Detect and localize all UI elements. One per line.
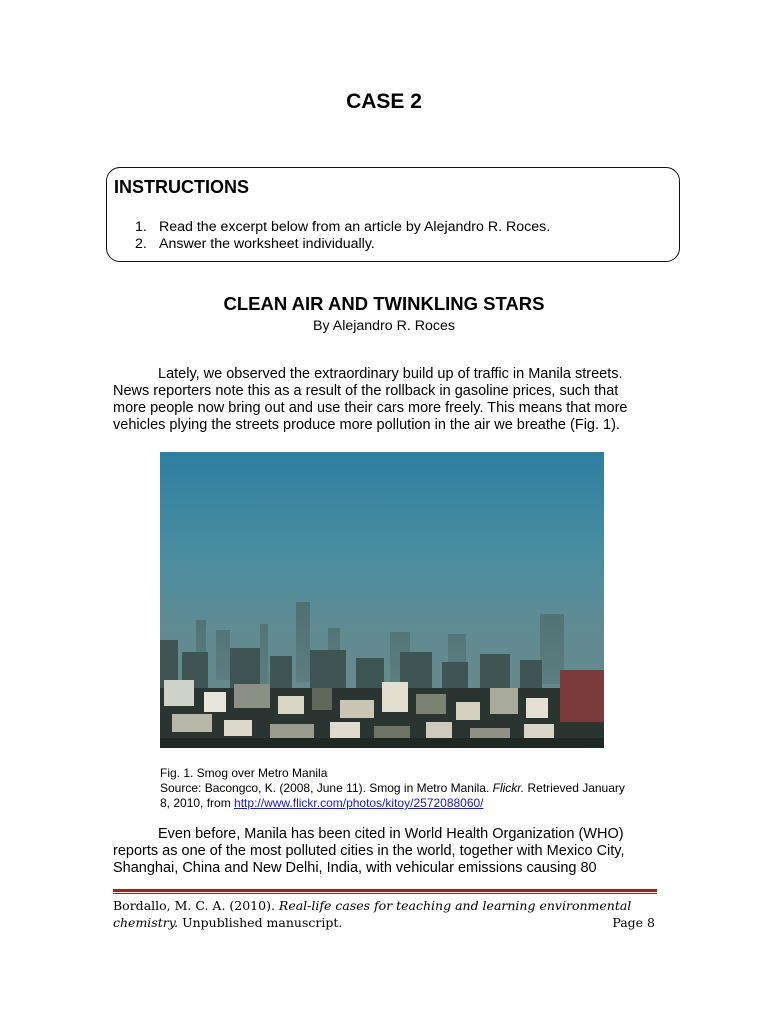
caption-source bbox=[160, 781, 625, 796]
paragraph-line: Lately, we observed the extraordinary build up of traffic in Manila streets. bbox=[158, 366, 623, 382]
figure-caption bbox=[160, 766, 625, 811]
instructions-box bbox=[106, 167, 680, 262]
caption-source-line2 bbox=[160, 796, 625, 811]
instruction-text: Answer the worksheet individually. bbox=[159, 236, 375, 252]
source-italic: Flickr. bbox=[492, 781, 525, 795]
citation-line-2 bbox=[113, 914, 657, 931]
source-text: 8, 2010, from bbox=[160, 796, 235, 810]
case-title: CASE 2 bbox=[346, 90, 422, 113]
caption-title: Fig. 1. Smog over Metro Manila bbox=[160, 766, 328, 780]
source-text: Source: Bacongco, K. (2008, June 11). Smog in Metro Manila. bbox=[160, 781, 493, 795]
smog-photo bbox=[160, 452, 604, 748]
instructions-heading: INSTRUCTIONS bbox=[114, 177, 249, 197]
instruction-item bbox=[135, 219, 550, 236]
source-text: Retrieved January bbox=[524, 781, 625, 795]
footer-rule bbox=[113, 889, 657, 892]
paragraph-1 bbox=[113, 366, 661, 434]
instruction-item bbox=[135, 236, 375, 253]
footer-rule-thin bbox=[113, 893, 657, 894]
paragraph-line: reports as one of the most polluted cities in the world, together with Mexico City, bbox=[113, 843, 625, 859]
paragraph-2 bbox=[113, 826, 661, 877]
footer-citation bbox=[113, 897, 657, 931]
paragraph-line: Even before, Manila has been cited in World Health Organization (WHO) bbox=[158, 826, 624, 842]
article-byline: By Alejandro R. Roces bbox=[313, 318, 455, 334]
citation-note: Unpublished manuscript. bbox=[178, 915, 343, 930]
citation-title: Real-life cases for teaching and learning environmental bbox=[278, 898, 632, 913]
paragraph-line: News reporters note this as a result of the rollback in gasoline prices, such that bbox=[113, 383, 619, 399]
instruction-number: 1. bbox=[135, 219, 147, 235]
instruction-text: Read the excerpt below from an article by Alejandro R. Roces. bbox=[159, 219, 551, 235]
source-link[interactable]: http://www.flickr.com/photos/kitoy/2572088060/ bbox=[234, 796, 484, 810]
citation-author: Bordallo, M. C. A. (2010). bbox=[113, 898, 279, 913]
instruction-number: 2. bbox=[135, 236, 147, 252]
page-number: Page 8 bbox=[612, 915, 655, 930]
article-title: CLEAN AIR AND TWINKLING STARS bbox=[223, 293, 545, 314]
citation-title-end: chemistry. bbox=[113, 915, 179, 930]
paragraph-line: vehicles plying the streets produce more pollution in the air we breathe (Fig. 1). bbox=[113, 417, 620, 433]
citation-line-1 bbox=[113, 897, 657, 914]
paragraph-line: more people now bring out and use their cars more freely. This means that more bbox=[113, 400, 628, 416]
paragraph-line: Shanghai, China and New Delhi, India, with vehicular emissions causing 80 bbox=[113, 860, 597, 876]
